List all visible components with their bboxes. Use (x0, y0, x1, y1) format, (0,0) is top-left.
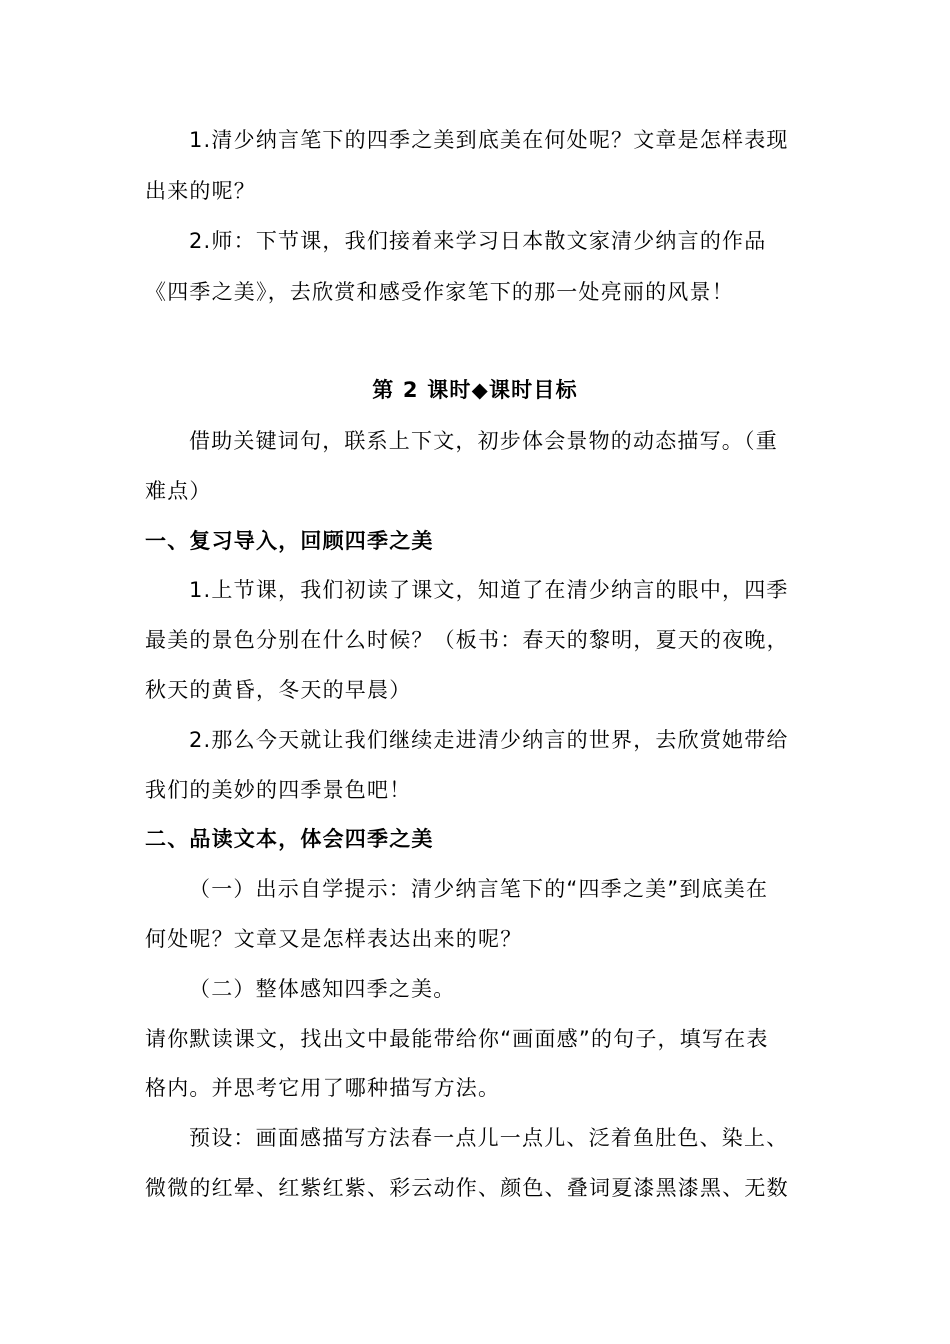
s1-item2-line-1: 2.那么今天就让我们继续走进清少纳言的世界，去欣赏她带给 (189, 728, 789, 752)
p1-line-1: 1.清少纳言笔下的四季之美到底美在何处呢？文章是怎样表现 (189, 128, 789, 152)
s1-item1-line-2: 最美的景色分别在什么时候？（板书：春天的黎明，夏天的夜晚， (145, 628, 789, 652)
s2-preset-line-2: 微微的红晕、红紫红紫、彩云动作、颜色、叠词夏漆黑漆黑、无数 (145, 1176, 789, 1200)
goal-line-2: 难点） (145, 479, 212, 503)
goal-line-1: 借助关键词句，联系上下文，初步体会景物的动态描写。（重 (189, 429, 778, 453)
s1-item1-line-1: 1.上节课，我们初读了课文，知道了在清少纳言的眼中，四季 (189, 578, 789, 602)
s2-preset-line-1: 预设：画面感描写方法春一点儿一点儿、泛着鱼肚色、染上、 (189, 1126, 789, 1150)
s2-step2: （二）整体感知四季之美。 (189, 977, 456, 1001)
s2-step1-line-1: （一）出示自学提示：清少纳言笔下的“四季之美”到底美在 (189, 877, 769, 901)
section-2-heading: 二、品读文本，体会四季之美 (145, 827, 434, 851)
section-1-heading: 一、复习导入，回顾四季之美 (145, 529, 434, 553)
p1-line-2: 出来的呢？ (145, 179, 256, 203)
s2-step1-line-2: 何处呢？文章又是怎样表达出来的呢？ (145, 927, 523, 951)
s1-item1-line-3: 秋天的黄昏，冬天的早晨） (145, 678, 412, 702)
s2-task-line-2: 格内。并思考它用了哪种描写方法。 (145, 1076, 501, 1100)
p2-line-2: 《四季之美》，去欣赏和感受作家笔下的那一处亮丽的风景！ (145, 280, 734, 304)
p2-line-1: 2.师：下节课，我们接着来学习日本散文家清少纳言的作品 (189, 229, 767, 253)
lesson-title: 第 2 课时◆课时目标 (372, 378, 578, 402)
s2-task-line-1: 请你默读课文，找出文中最能带给你“画面感”的句子，填写在表 (145, 1027, 769, 1051)
s1-item2-line-2: 我们的美妙的四季景色吧！ (145, 778, 412, 802)
